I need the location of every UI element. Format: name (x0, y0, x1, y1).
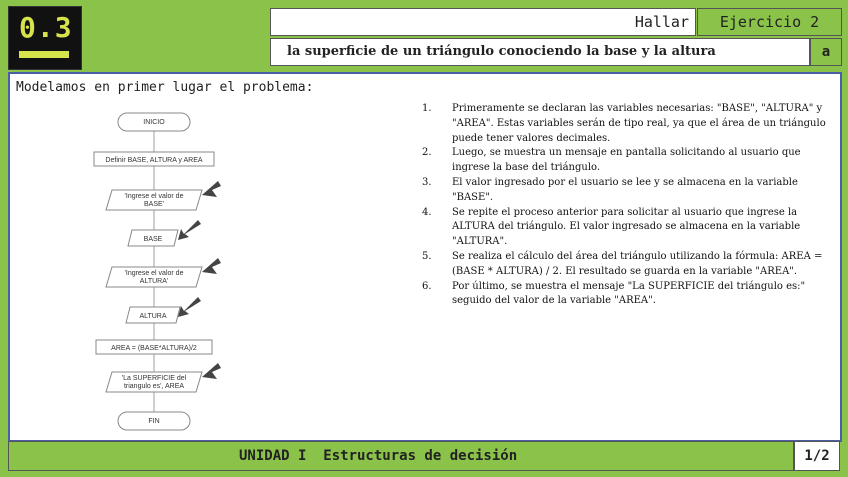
flowchart (90, 104, 350, 434)
title-bar (270, 8, 696, 36)
steps-list (422, 102, 832, 309)
output-arrow-icon (202, 181, 221, 197)
flow-output-1: 'La SUPERFICIE del (121, 375, 187, 382)
list-item: 1. Primeramente se declaran las variables necesarias: "BASE", "ALTURA" y "AREA". Estas variables serán de tipo real, ya que el área de un triángulo puede tener valores decimales. (422, 103, 826, 144)
variant-badge (810, 38, 842, 66)
flow-prompt-altura-2: ALTURA' (139, 278, 169, 285)
footer-title: UNIDAD I Estructuras de decisión (239, 448, 518, 464)
flow-prompt-altura-1: 'Ingrese el valor de (124, 270, 184, 277)
list-item: 3. El valor ingresado por el usuario se lee y se almacena en la variable "BASE". (422, 176, 798, 203)
flow-start: INICIO (143, 119, 165, 126)
title-hallar: Hallar (634, 13, 689, 31)
course-logo (8, 6, 82, 70)
input-arrow-icon (178, 297, 201, 317)
exercise-label: Ejercicio 2 (719, 13, 820, 31)
flow-end: FIN (148, 418, 160, 425)
exercise-badge (697, 8, 842, 36)
subtitle-text: la superficie de un triángulo conociendo la base y la altura (287, 44, 716, 59)
subtitle-bar (270, 38, 810, 66)
flow-prompt-base-1: 'Ingrese el valor de (124, 193, 184, 200)
input-arrow-icon (178, 220, 201, 240)
flow-define: Definir BASE, ALTURA y AREA (105, 157, 203, 164)
flow-prompt-base-2: BASE' (143, 201, 165, 208)
output-arrow-icon (202, 258, 221, 274)
output-arrow-icon (202, 363, 221, 379)
list-item: 5. Se realiza el cálculo del área del triángulo utilizando la fórmula: AREA = (BASE * ALTURA) / 2. El resultado se guarda en la variable "AREA". (422, 250, 823, 277)
list-item: 2. Luego, se muestra un mensaje en pantalla solicitando al usuario que ingrese la base del triángulo. (422, 147, 801, 174)
page-indicator[interactable] (794, 441, 840, 471)
page-number: 1/2 (804, 448, 830, 464)
logo-text: 0.3 (19, 11, 73, 44)
variant-label: a (821, 44, 831, 60)
list-item: 6. Por último, se muestra el mensaje "La SUPERFICIE del triángulo es:" seguido del valor de la variable "AREA". (422, 280, 806, 307)
footer-bar (8, 441, 794, 471)
flow-calc: AREA = (BASE*ALTURA)/2 (111, 345, 197, 352)
flow-read-altura: ALTURA (139, 313, 167, 320)
intro-text: Modelamos en primer lugar el problema: (16, 80, 314, 95)
flow-read-base: BASE (143, 236, 163, 243)
course-logo-icon (19, 51, 69, 58)
list-item: 4. Se repite el proceso anterior para solicitar al usuario que ingrese la ALTURA del triángulo. El valor ingresado se almacena en la variable "ALTURA". (422, 206, 801, 248)
content-panel (8, 72, 842, 442)
flow-output-2: triangulo es', AREA (123, 383, 185, 390)
